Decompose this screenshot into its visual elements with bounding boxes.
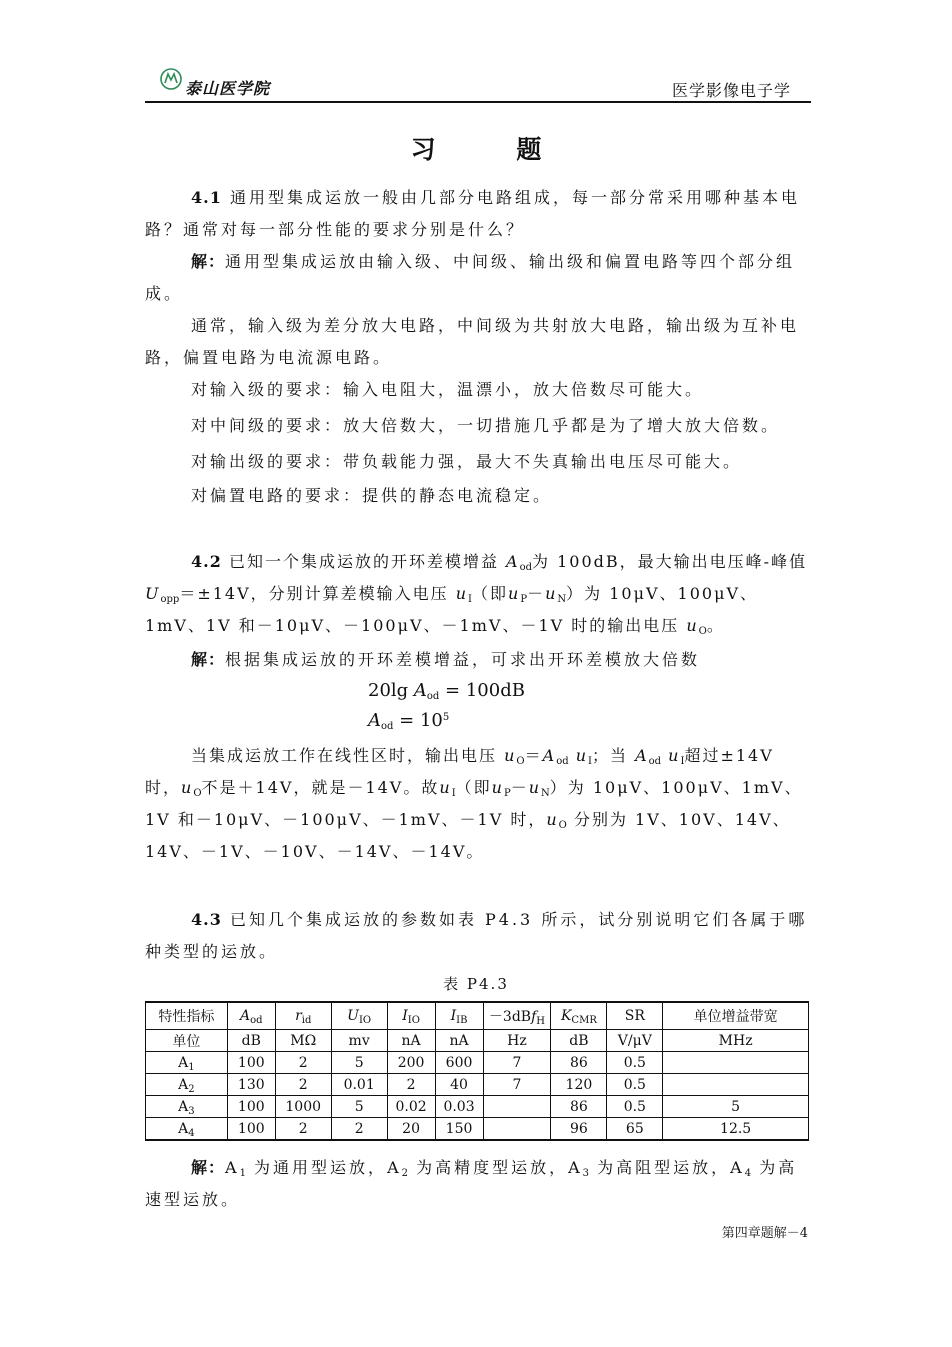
subscript: 4 xyxy=(188,1127,195,1139)
table-cell: 5 xyxy=(331,1096,387,1118)
subscript: I xyxy=(451,788,456,799)
school-name: 泰山医学院 xyxy=(185,79,271,98)
superscript: 5 xyxy=(442,712,450,723)
unit-cell: nA xyxy=(435,1030,483,1052)
text: －3dB xyxy=(488,1009,532,1025)
symbol: u xyxy=(439,778,452,797)
unit-cell: 单位 xyxy=(146,1030,228,1052)
subscript: N xyxy=(541,788,550,799)
table-cell: 86 xyxy=(551,1052,607,1074)
table-cell: 40 xyxy=(435,1074,483,1096)
unit-cell: nA xyxy=(387,1030,435,1052)
table-cell: 5 xyxy=(331,1052,387,1074)
header-cell xyxy=(483,1002,551,1030)
text: 为通用型运放， xyxy=(254,1158,388,1177)
text: 不是＋14V，就是－14V。故 xyxy=(201,778,440,797)
symbol: u xyxy=(504,746,517,765)
solution-label: 解： xyxy=(191,1158,226,1177)
table-row xyxy=(146,1118,809,1141)
subscript: od xyxy=(426,691,440,702)
table-cell: 2 xyxy=(275,1052,331,1074)
symbol: A xyxy=(506,552,520,571)
table-cell: 0.5 xyxy=(607,1074,663,1096)
unit-cell: Hz xyxy=(483,1030,551,1052)
table-cell xyxy=(483,1096,551,1118)
symbol: U xyxy=(145,584,161,603)
table-cell: 0.01 xyxy=(331,1074,387,1096)
table-cell: 200 xyxy=(387,1052,435,1074)
table-cell: 5 xyxy=(663,1096,809,1118)
subscript: H xyxy=(536,1016,546,1027)
table-cell: 100 xyxy=(227,1118,275,1141)
text: 为高速型运放。 xyxy=(145,1158,798,1209)
solution-text: 通用型集成运放由输入级、中间级、输出级和偏置电路等四个部分组成。 xyxy=(145,252,796,303)
row-label xyxy=(146,1074,228,1096)
solution-label: 解： xyxy=(191,252,226,271)
table-cell: 2 xyxy=(275,1118,331,1141)
table-cell xyxy=(663,1074,809,1096)
symbol: u xyxy=(686,616,699,635)
unit-cell: V/μV xyxy=(607,1030,663,1052)
subscript: O xyxy=(698,626,707,637)
solution-4-1-b: 通常，输入级为差分放大电路，中间级为共射放大电路，输出级为互补电路，偏置电路为电流源电路。 xyxy=(145,316,800,367)
symbol: u xyxy=(545,584,558,603)
symbol: f xyxy=(531,1009,537,1025)
table-cell xyxy=(483,1118,551,1141)
symbol: U xyxy=(347,1008,359,1024)
header-cell xyxy=(435,1002,483,1030)
subscript: 3 xyxy=(582,1168,590,1179)
row-label xyxy=(146,1118,228,1141)
table-cell xyxy=(663,1052,809,1074)
table-cell: 96 xyxy=(551,1118,607,1141)
subscript: N xyxy=(557,594,567,605)
subscript: IO xyxy=(407,1015,420,1026)
table-cell: 1000 xyxy=(275,1096,331,1118)
table-cell: 20 xyxy=(387,1118,435,1141)
symbol: r xyxy=(295,1008,302,1024)
question-4-2 xyxy=(145,546,811,642)
text: 分别为 1V、10V、14V、14V、－1V、－10V、－14V、－14V。 xyxy=(145,810,791,861)
requirement-middle-stage: 对中间级的要求：放大倍数大，一切措施几乎都是为了增大放大倍数。 xyxy=(191,416,781,435)
subscript: opp xyxy=(160,594,180,605)
text: ）为 10μV、100μV、1mV、1V 和－10μV、－100μV、－1mV、－1V 时， xyxy=(145,778,803,829)
text: A xyxy=(178,1054,189,1071)
table-unit-row xyxy=(146,1030,809,1052)
symbol: u xyxy=(575,746,589,765)
symbol: u xyxy=(668,746,681,765)
table-header-row xyxy=(146,1002,809,1030)
question-4-1 xyxy=(145,182,811,246)
table-cell: 7 xyxy=(483,1052,551,1074)
header-cell xyxy=(275,1002,331,1030)
symbol: A xyxy=(368,710,381,731)
subscript: 1 xyxy=(239,1168,246,1179)
symbol: A xyxy=(413,680,427,701)
table-cell: 100 xyxy=(227,1096,275,1118)
solution-4-2-intro xyxy=(145,644,811,676)
text: 超过±14V 时， xyxy=(145,746,774,797)
subscript: O xyxy=(516,756,525,767)
text: ＝ xyxy=(524,746,543,765)
table-cell: 65 xyxy=(607,1118,663,1141)
solution-text: 根据集成运放的开环差模增益，可求出开环差模放大倍数 xyxy=(225,650,701,669)
school-logo-icon xyxy=(160,68,182,90)
solution-label: 解： xyxy=(191,650,226,669)
row-label xyxy=(146,1052,228,1074)
unit-cell: MHz xyxy=(663,1030,809,1052)
text: － xyxy=(510,778,529,797)
header-cell xyxy=(227,1002,275,1030)
text: A xyxy=(225,1158,240,1177)
table-cell: 0.03 xyxy=(435,1096,483,1118)
unit-cell: mv xyxy=(331,1030,387,1052)
solution-4-2-body xyxy=(145,740,811,868)
header-cell xyxy=(551,1002,607,1030)
text: － xyxy=(527,584,546,603)
header-rule xyxy=(145,101,811,103)
question-number: 4.2 xyxy=(191,552,222,571)
text: ；当 xyxy=(591,746,628,765)
subscript: 2 xyxy=(188,1083,195,1095)
subscript: 4 xyxy=(744,1168,752,1179)
table-caption: 表 P4.3 xyxy=(443,975,509,993)
symbol: u xyxy=(508,584,521,603)
symbol: A xyxy=(635,746,649,765)
text: A xyxy=(178,1098,189,1115)
subscript: 1 xyxy=(188,1061,195,1073)
header-cell: SR xyxy=(607,1002,663,1030)
subscript: P xyxy=(520,594,528,605)
page-title: 习 题 xyxy=(410,135,578,164)
page-header xyxy=(145,66,811,102)
table-cell: 0.5 xyxy=(607,1052,663,1074)
equation-gain-db xyxy=(368,680,525,701)
eq-text: 20lg xyxy=(368,680,414,701)
parameter-table xyxy=(145,1001,809,1141)
subscript: od xyxy=(556,756,569,767)
table-cell: 86 xyxy=(551,1096,607,1118)
text: A xyxy=(387,1158,402,1177)
symbol: A xyxy=(542,746,557,765)
text: A xyxy=(178,1120,189,1137)
table-cell: 7 xyxy=(483,1074,551,1096)
table-row xyxy=(146,1096,809,1118)
subscript: O xyxy=(558,820,567,831)
subscript: od xyxy=(381,721,394,732)
subscript: id xyxy=(301,1015,312,1026)
subscript: I xyxy=(680,756,685,767)
symbol: u xyxy=(491,778,504,797)
requirement-bias-circuit: 对偏置电路的要求：提供的静态电流稳定。 xyxy=(191,486,553,505)
text: （即 xyxy=(472,584,509,603)
subscript: 3 xyxy=(188,1105,195,1117)
requirement-input-stage: 对输入级的要求：输入电阻大，温漂小，放大倍数尽可能大。 xyxy=(191,380,705,399)
text: ＝±14V，分别计算差模输入电压 xyxy=(179,584,449,603)
symbol: u xyxy=(546,810,559,829)
equation-gain-value xyxy=(368,710,449,731)
subscript: od xyxy=(250,1015,263,1026)
symbol: u xyxy=(528,778,542,797)
text: （即 xyxy=(455,778,492,797)
text: A xyxy=(568,1158,583,1177)
table-cell: 120 xyxy=(551,1074,607,1096)
text: A xyxy=(730,1158,745,1177)
row-label xyxy=(146,1096,228,1118)
table-cell: 0.5 xyxy=(607,1096,663,1118)
subscript: CMR xyxy=(571,1015,597,1026)
subscript: I xyxy=(468,594,472,605)
subscript: I xyxy=(588,756,592,767)
symbol: u xyxy=(181,778,194,797)
symbol: A xyxy=(240,1008,251,1024)
subscript: 2 xyxy=(401,1168,408,1179)
table-cell: 0.02 xyxy=(387,1096,435,1118)
header-cell: 特性指标 xyxy=(146,1002,228,1030)
symbol: I xyxy=(402,1008,408,1024)
text: 已知一个集成运放的开环差模增益 xyxy=(228,552,499,571)
text: 为 100dB，最大输出电压峰-峰值 xyxy=(532,552,808,571)
unit-cell: dB xyxy=(227,1030,275,1052)
table-cell: 130 xyxy=(227,1074,275,1096)
question-4-3 xyxy=(145,904,811,968)
question-text: 通用型集成运放一般由几部分电路组成，每一部分常采用哪种基本电路？通常对每一部分性能的要求分别是什么？ xyxy=(145,188,800,239)
table-row xyxy=(146,1074,809,1096)
subscript: IB xyxy=(456,1015,468,1026)
subscript: od xyxy=(648,756,662,767)
question-number: 4.1 xyxy=(191,188,222,207)
header-cell xyxy=(331,1002,387,1030)
unit-cell: MΩ xyxy=(275,1030,331,1052)
unit-cell: dB xyxy=(551,1030,607,1052)
text: 为高阻型运放， xyxy=(597,1158,731,1177)
table-cell: 100 xyxy=(227,1052,275,1074)
eq-text: = 100dB xyxy=(439,680,525,701)
table-cell: 2 xyxy=(331,1118,387,1141)
text: 当集成运放工作在线性区时，输出电压 xyxy=(191,746,498,765)
page-footer: 第四章题解－4 xyxy=(721,1226,808,1241)
table-cell: 2 xyxy=(275,1074,331,1096)
table-cell: 150 xyxy=(435,1118,483,1141)
symbol: K xyxy=(560,1008,572,1024)
table-row xyxy=(146,1052,809,1074)
symbol: u xyxy=(455,584,469,603)
text: ）为 10μV、100μV、1mV、1V 和－10μV、－100μV、－1mV、－1V 时的输出电压 xyxy=(145,584,759,635)
text: 为高精度型运放， xyxy=(416,1158,569,1177)
subscript: od xyxy=(519,562,533,573)
solution-4-1-a xyxy=(145,246,811,310)
eq-text: = 10 xyxy=(393,710,443,731)
table-cell: 12.5 xyxy=(663,1118,809,1141)
question-text: 已知几个集成运放的参数如表 P4.3 所示，试分别说明它们各属于哪种类型的运放。 xyxy=(145,910,808,961)
table-cell: 2 xyxy=(387,1074,435,1096)
question-number: 4.3 xyxy=(191,910,222,929)
text: A xyxy=(178,1076,189,1093)
subscript: O xyxy=(193,788,202,799)
header-cell: 单位增益带宽 xyxy=(663,1002,809,1030)
subscript: P xyxy=(503,788,511,799)
table-cell: 600 xyxy=(435,1052,483,1074)
solution-4-3 xyxy=(145,1152,811,1216)
subscript: IO xyxy=(358,1015,372,1026)
requirement-output-stage: 对输出级的要求：带负载能力强，最大不失真输出电压尽可能大。 xyxy=(191,452,743,471)
text: 。 xyxy=(706,616,725,635)
symbol: I xyxy=(450,1008,457,1024)
header-cell xyxy=(387,1002,435,1030)
course-name: 医学影像电子学 xyxy=(671,81,791,100)
